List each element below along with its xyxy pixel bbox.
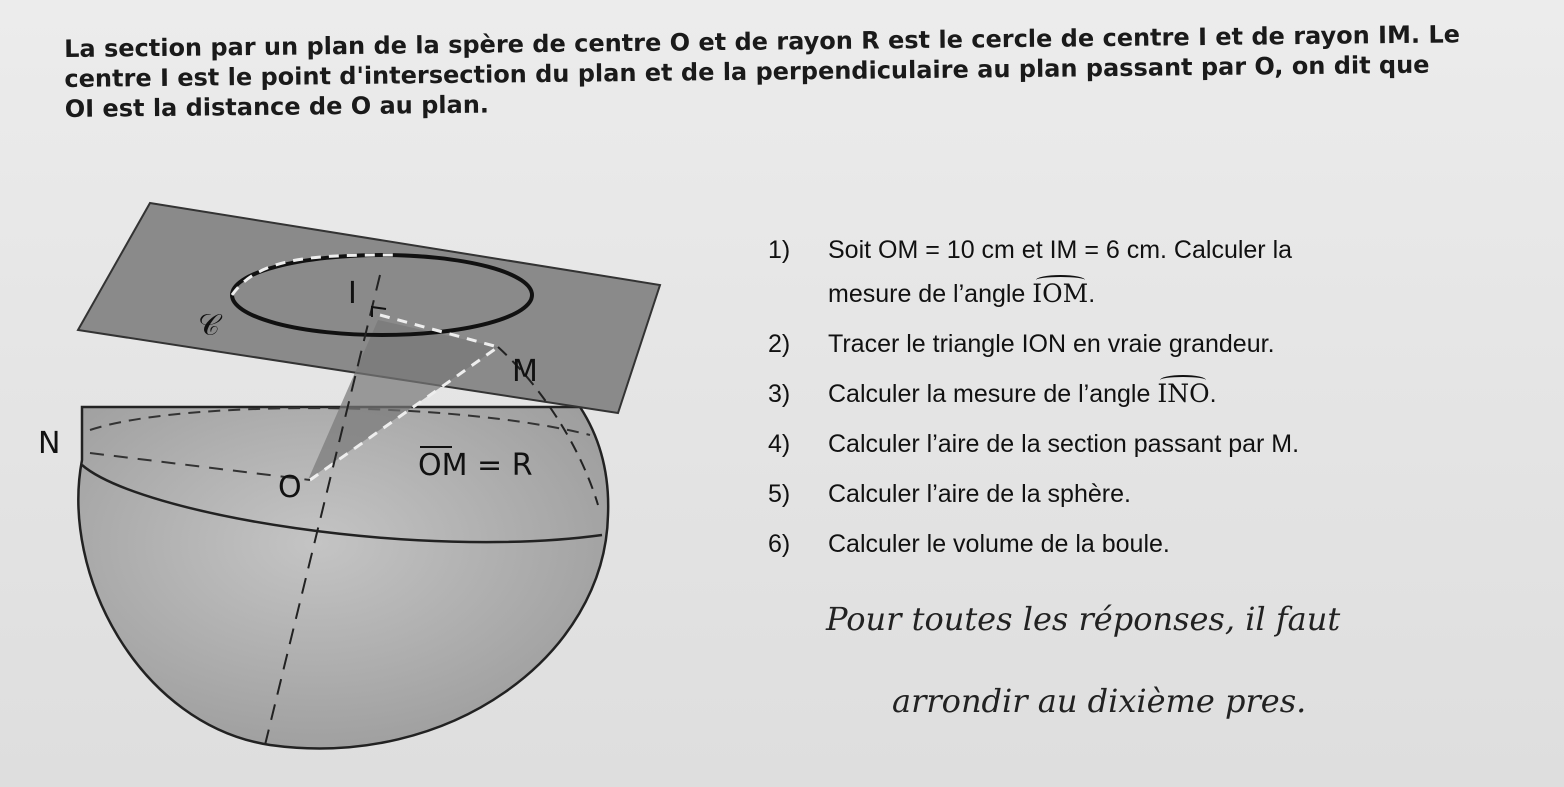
question-text: Tracer le triangle ION en vraie grandeur.	[828, 330, 1275, 358]
question-list	[768, 234, 1528, 578]
label-C: 𝒞	[198, 308, 220, 343]
label-N: N	[38, 426, 61, 461]
intro-paragraph	[64, 19, 1535, 124]
intro-line-2: centre I est le point d'intersection du plan et de la perpendiculaire au plan passant par O, on dit que	[64, 50, 1430, 93]
question-5	[768, 478, 1528, 510]
question-1: 1) Soit OM = 10 cm et IM = 6 cm. Calculer la mesure de l’angle IOM.	[768, 236, 1293, 308]
question-number: 3)	[768, 380, 791, 408]
question-2	[768, 328, 1528, 360]
question-number: 5)	[768, 480, 791, 508]
label-O: O	[278, 470, 302, 505]
sphere-figure	[20, 185, 710, 775]
question-number: 4)	[768, 430, 791, 458]
label-M: M	[512, 354, 538, 389]
note-line-2: arrondir au dixième pres.	[892, 682, 1307, 720]
question-text: Calculer le volume de la boule.	[828, 530, 1170, 558]
question-text: mesure de l’angle	[828, 280, 1033, 308]
question-3: 3) Calculer la mesure de l’angle INO.	[768, 379, 1217, 408]
question-6	[768, 528, 1528, 560]
question-text: Calculer l’aire de la sphère.	[828, 480, 1131, 508]
intro-line-3: OI est la distance de O au plan.	[64, 90, 490, 123]
question-text: Soit OM = 10 cm et IM = 6 cm. Calculer la	[828, 236, 1293, 264]
question-number: 1)	[768, 236, 791, 264]
label-I: I	[348, 276, 357, 311]
question-4	[768, 428, 1528, 460]
rounding-note	[826, 600, 1526, 720]
question-text: Calculer l’aire de la section passant par M.	[828, 430, 1300, 458]
angle-IOM: IOM	[1032, 279, 1089, 308]
angle-INO: INO	[1157, 379, 1210, 408]
question-text: Calculer la mesure de l’angle	[828, 380, 1158, 408]
question-number: 2)	[768, 330, 791, 358]
label-OM-R: OM = R	[418, 448, 533, 483]
intro-line-1: La section par un plan de la spère de centre O et de rayon R est le cercle de centre I et de rayon IM. Le	[64, 20, 1461, 63]
note-line-1: Pour toutes les réponses, il faut	[826, 600, 1341, 638]
question-number: 6)	[768, 530, 791, 558]
